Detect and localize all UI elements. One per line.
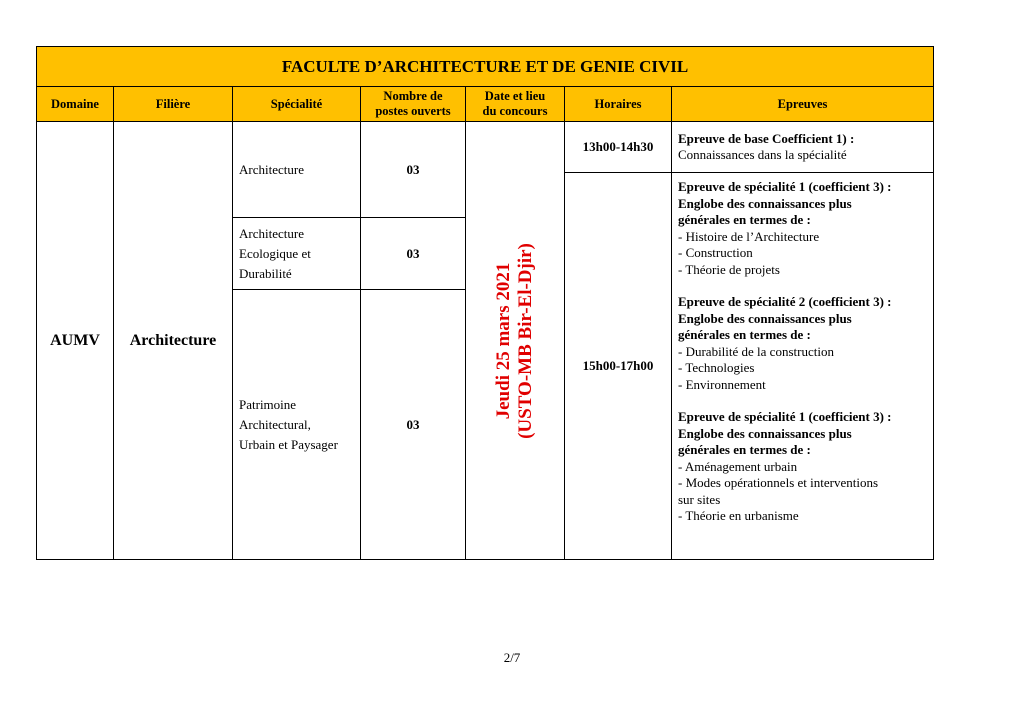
- specialite-1-line1: Architecture: [239, 161, 304, 177]
- faculty-title: FACULTE D’ARCHITECTURE ET DE GENIE CIVIL: [37, 47, 934, 87]
- header-row: [37, 87, 934, 122]
- header-date-line2: du concours: [482, 104, 548, 118]
- epreuve-1-item: - Histoire de l’Architecture: [678, 228, 820, 244]
- specialite-cell: [233, 122, 361, 218]
- specialite-2-line3: Durabilité: [239, 265, 292, 281]
- horaire-cell-2: 15h00-17h00: [565, 173, 672, 560]
- specialite-3-line1: Patrimoine: [239, 396, 297, 412]
- epreuve-base-text: Connaissances dans la spécialité: [678, 147, 847, 162]
- epreuve-2-item: - Durabilité de la construction: [678, 343, 834, 359]
- specialite-cell: [233, 290, 361, 560]
- specialite-3-line3: Urbain et Paysager: [239, 436, 338, 452]
- specialite-3-line2: Architectural,: [239, 416, 311, 432]
- specialite-2-line1: Architecture: [239, 225, 304, 241]
- epreuve-base-cell: [672, 122, 934, 173]
- page-number: 2/7: [503, 650, 521, 665]
- header-filiere: Filière: [114, 87, 233, 122]
- filiere-cell: Architecture: [114, 122, 233, 560]
- epreuve-3-title: Epreuve de spécialité 1 (coefficient 3) :: [678, 409, 892, 424]
- header-horaires: Horaires: [565, 87, 672, 122]
- header-postes-line1: Nombre de: [383, 89, 443, 103]
- table-row: [37, 122, 934, 173]
- epreuve-2-item: - Environnement: [678, 376, 766, 392]
- specialite-2-line2: Ecologique et: [239, 245, 311, 261]
- epreuves-specialite-cell: [672, 173, 934, 560]
- header-epreuves: Epreuves: [672, 87, 934, 122]
- epreuve-1-title: Epreuve de spécialité 1 (coefficient 3) :: [678, 179, 892, 194]
- epreuve-1-item: - Construction: [678, 245, 753, 260]
- header-date: [466, 87, 565, 122]
- epreuve-3-item: - Aménagement urbain: [678, 458, 798, 474]
- postes-cell-1: 03: [361, 122, 466, 218]
- header-postes: [361, 87, 466, 122]
- header-specialite: Spécialité: [233, 87, 361, 122]
- date-line1: Jeudi 25 mars 2021: [493, 262, 514, 419]
- header-postes-line2: postes ouverts: [375, 104, 451, 118]
- epreuve-1-item: - Théorie de projets: [678, 261, 780, 277]
- epreuve-2-item: - Technologies: [678, 360, 755, 375]
- horaire-cell-1: 13h00-14h30: [565, 122, 672, 173]
- epreuve-3-sub1: Englobe des connaissances plus: [678, 425, 852, 441]
- epreuve-specialite-block: [678, 294, 927, 393]
- epreuve-specialite-block: [678, 409, 927, 525]
- date-cell: [466, 122, 565, 560]
- epreuve-base-title: Epreuve de base Coefficient 1) :: [678, 130, 855, 146]
- domaine-cell: AUMV: [37, 122, 114, 560]
- epreuve-1-sub1: Englobe des connaissances plus: [678, 195, 852, 211]
- epreuve-2-sub1: Englobe des connaissances plus: [678, 310, 852, 326]
- epreuve-3-sub2: générales en termes de :: [678, 442, 811, 457]
- postes-cell-3: 03: [361, 290, 466, 560]
- epreuve-2-sub2: générales en termes de :: [678, 327, 811, 342]
- epreuve-specialite-block: [678, 179, 927, 278]
- specialite-cell: [233, 218, 361, 290]
- date-line2: (USTO-MB Bir-El-Djir): [515, 242, 536, 439]
- header-domaine: Domaine: [37, 87, 114, 122]
- postes-cell-2: 03: [361, 218, 466, 290]
- epreuve-1-sub2: générales en termes de :: [678, 212, 811, 227]
- schedule-table: [36, 46, 934, 560]
- epreuve-2-title: Epreuve de spécialité 2 (coefficient 3) :: [678, 294, 892, 309]
- header-date-line1: Date et lieu: [484, 89, 546, 103]
- date-rotated-text: [493, 243, 537, 439]
- epreuve-3-item: sur sites: [678, 491, 721, 507]
- epreuve-3-item: - Modes opérationnels et interventions: [678, 475, 879, 490]
- epreuve-3-item: - Théorie en urbanisme: [678, 508, 799, 523]
